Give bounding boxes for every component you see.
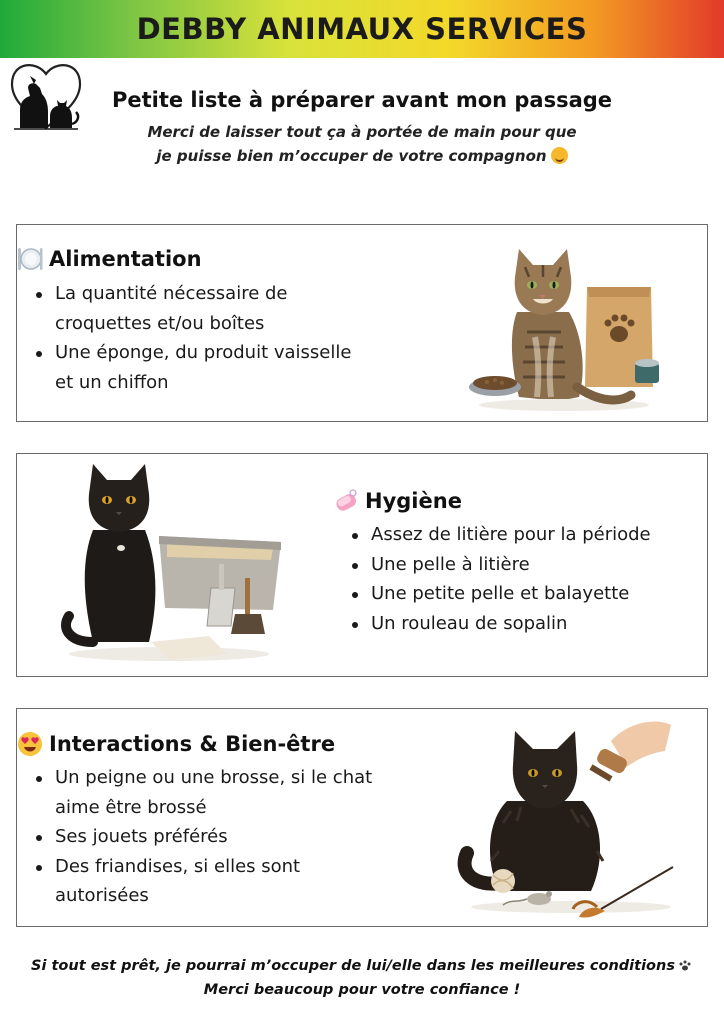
section-title: Alimentation (49, 247, 202, 271)
list-item-text: Une petite pelle et balayette (371, 583, 630, 604)
list-item-text: Des friandises, si elles sont (55, 855, 301, 877)
page-subtitle (0, 120, 724, 168)
section-card-interactions (16, 708, 708, 927)
list-item-text: Ses jouets préférés (55, 826, 228, 847)
paw-prints-icon (677, 958, 693, 972)
footer-note (0, 954, 724, 1002)
list-item-text: et un chiffon (55, 371, 169, 393)
subtitle-line: Merci de laisser tout ça à portée de main pour que (147, 123, 577, 141)
section-card-alimentation (16, 224, 708, 422)
checklist (333, 520, 651, 638)
list-item (333, 609, 651, 639)
checklist (17, 763, 372, 911)
list-item-text: Assez de litière pour la période (371, 524, 651, 545)
list-item (17, 822, 372, 852)
subtitle-line: je puisse bien m’occuper de votre compagnon (0, 144, 724, 168)
brand-title: DEBBY ANIMAUX SERVICES (136, 12, 588, 46)
list-item-text: Une éponge, du produit vaisselle (55, 342, 352, 363)
list-item-text: croquettes et/ou boîtes (55, 312, 265, 334)
list-item-text: La quantité nécessaire de (55, 283, 288, 304)
section-title: Hygiène (365, 489, 462, 513)
brand-banner (0, 0, 724, 58)
checklist (17, 279, 351, 397)
footer-line: Si tout est prêt, je pourrai m’occuper de lui/elle dans les meilleures conditions (0, 954, 724, 978)
footer-line: Merci beaucoup pour votre confiance ! (203, 982, 521, 998)
plate-cutlery-icon (17, 245, 43, 273)
tabby-cat-with-food-illustration (469, 237, 659, 415)
page-title: Petite liste à préparer avant mon passage (111, 88, 613, 112)
list-item (333, 520, 651, 550)
list-item-text: Un peigne ou une brosse, si le chat (55, 767, 373, 788)
fluffy-cat-brush-toys-illustration (451, 711, 681, 921)
heart-eyes-emoji-icon (17, 731, 43, 757)
section-header (17, 245, 202, 273)
list-item (17, 852, 372, 911)
list-item-text: Un rouleau de sopalin (371, 612, 568, 634)
list-item (333, 550, 651, 580)
section-header (333, 488, 462, 514)
black-cat-litter-box-illustration (59, 460, 289, 670)
list-item-text: aime être brossé (55, 796, 207, 818)
section-card-hygiene (16, 453, 708, 677)
list-item (17, 279, 351, 338)
section-title: Interactions & Bien-être (49, 732, 336, 756)
list-item (17, 338, 351, 397)
smiling-emoji-icon (551, 147, 568, 164)
soap-bar-icon (333, 488, 359, 514)
list-item-text: autorisées (55, 885, 149, 906)
list-item (333, 579, 651, 609)
section-header (17, 731, 335, 757)
list-item-text: Une pelle à litière (371, 553, 530, 575)
list-item (17, 763, 372, 822)
